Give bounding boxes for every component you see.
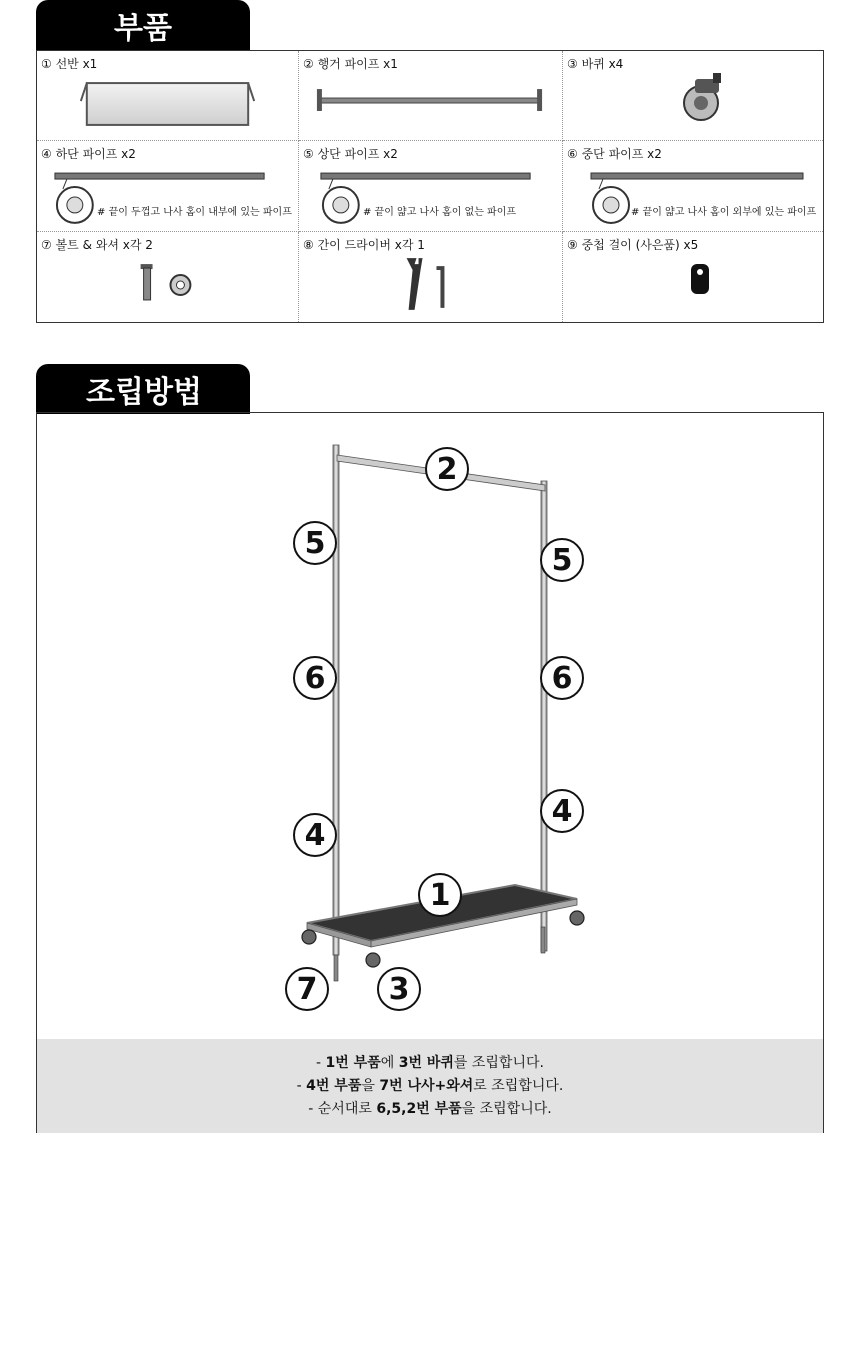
instruction-line-2 — [297, 1075, 564, 1098]
assembly-panel — [36, 412, 824, 1133]
instruction-1-prefix: - — [316, 1054, 326, 1071]
part-label-hook: ⑨ 중첩 걸이 (사은품) x5 — [567, 238, 699, 252]
part-cell-middle-pipe — [563, 141, 823, 232]
part-cell-hanger-pipe — [299, 51, 563, 141]
part-note-middle-pipe: # 끝이 얇고 나사 홈이 외부에 있는 파이프 — [631, 207, 817, 218]
rack-assembly-diagram — [37, 413, 823, 1037]
instruction-1-bold-2: 3번 바퀴 — [398, 1054, 454, 1071]
parts-section-title — [36, 0, 250, 50]
instruction-2-text-1: 을 — [361, 1077, 380, 1094]
part-cell-bolt-washer — [37, 232, 299, 322]
instruction-line-1 — [316, 1052, 544, 1075]
part-label-middle-pipe: ⑥ 중단 파이프 x2 — [567, 147, 662, 161]
badge-left-upper: 5 — [293, 521, 337, 565]
caster-wheel-icon — [563, 71, 823, 139]
instruction-1-bold-1: 1번 부품 — [325, 1054, 381, 1071]
part-cell-shelf — [37, 51, 299, 141]
assembly-instructions — [37, 1039, 823, 1133]
hanger-pipe-icon — [299, 71, 562, 139]
shelf-panel-icon — [37, 71, 298, 139]
part-cell-wheel — [563, 51, 823, 141]
badge-left-lower: 4 — [293, 813, 337, 857]
part-label-wheel: ③ 바퀴 x4 — [567, 57, 624, 71]
instruction-3-text-1: 을 조립합니다. — [461, 1100, 552, 1117]
hook-tag-icon — [563, 252, 823, 320]
middle-pipe-icon — [563, 161, 823, 229]
part-label-top-pipe: ⑤ 상단 파이프 x2 — [303, 147, 398, 161]
part-cell-bottom-pipe — [37, 141, 299, 232]
badge-left-middle: 6 — [293, 656, 337, 700]
instruction-line-3 — [308, 1098, 551, 1121]
part-label-hanger-pipe: ② 행거 파이프 x1 — [303, 57, 398, 71]
parts-table — [36, 50, 824, 323]
part-cell-hook — [563, 232, 823, 322]
assembly-title-text: 조립방법 — [86, 375, 202, 410]
badge-right-upper: 5 — [540, 538, 584, 582]
part-cell-top-pipe — [299, 141, 563, 232]
badge-right-middle: 6 — [540, 656, 584, 700]
instruction-2-prefix: - — [296, 1077, 307, 1094]
part-note-bottom-pipe: # 끝이 두껍고 나사 홈이 내부에 있는 파이프 — [97, 207, 292, 218]
instruction-3-bold-1: 6,5,2번 부품 — [376, 1100, 462, 1117]
badge-right-lower: 4 — [540, 789, 584, 833]
instruction-2-bold-2: 7번 나사+와셔 — [379, 1077, 474, 1094]
badge-top-pipe: 2 — [425, 447, 469, 491]
instruction-2-bold-1: 4번 부품 — [306, 1077, 362, 1094]
part-note-top-pipe: # 끝이 얇고 나사 홈이 없는 파이프 — [363, 207, 517, 218]
instruction-2-text-2: 로 조립합니다. — [473, 1077, 564, 1094]
bolt-washer-icon — [37, 252, 298, 320]
part-cell-tools — [299, 232, 563, 322]
instruction-3-prefix: - 순서대로 — [308, 1100, 377, 1117]
instruction-1-text-1: 에 — [380, 1054, 399, 1071]
badge-shelf: 1 — [418, 873, 462, 917]
part-label-bottom-pipe: ④ 하단 파이프 x2 — [41, 147, 136, 161]
part-label-bolt-washer: ⑦ 볼트 & 와셔 x각 2 — [41, 238, 153, 252]
part-label-shelf: ① 선반 x1 — [41, 57, 98, 71]
assembly-section-title — [36, 364, 250, 414]
part-label-tools: ⑧ 간이 드라이버 x각 1 — [303, 238, 425, 252]
instruction-1-text-2: 를 조립합니다. — [453, 1054, 544, 1071]
top-pipe-icon — [299, 161, 562, 229]
badge-bolt: 7 — [285, 967, 329, 1011]
parts-title-text: 부품 — [114, 11, 172, 46]
wrench-icon — [299, 252, 562, 320]
bottom-pipe-icon — [37, 161, 298, 229]
badge-wheel: 3 — [377, 967, 421, 1011]
